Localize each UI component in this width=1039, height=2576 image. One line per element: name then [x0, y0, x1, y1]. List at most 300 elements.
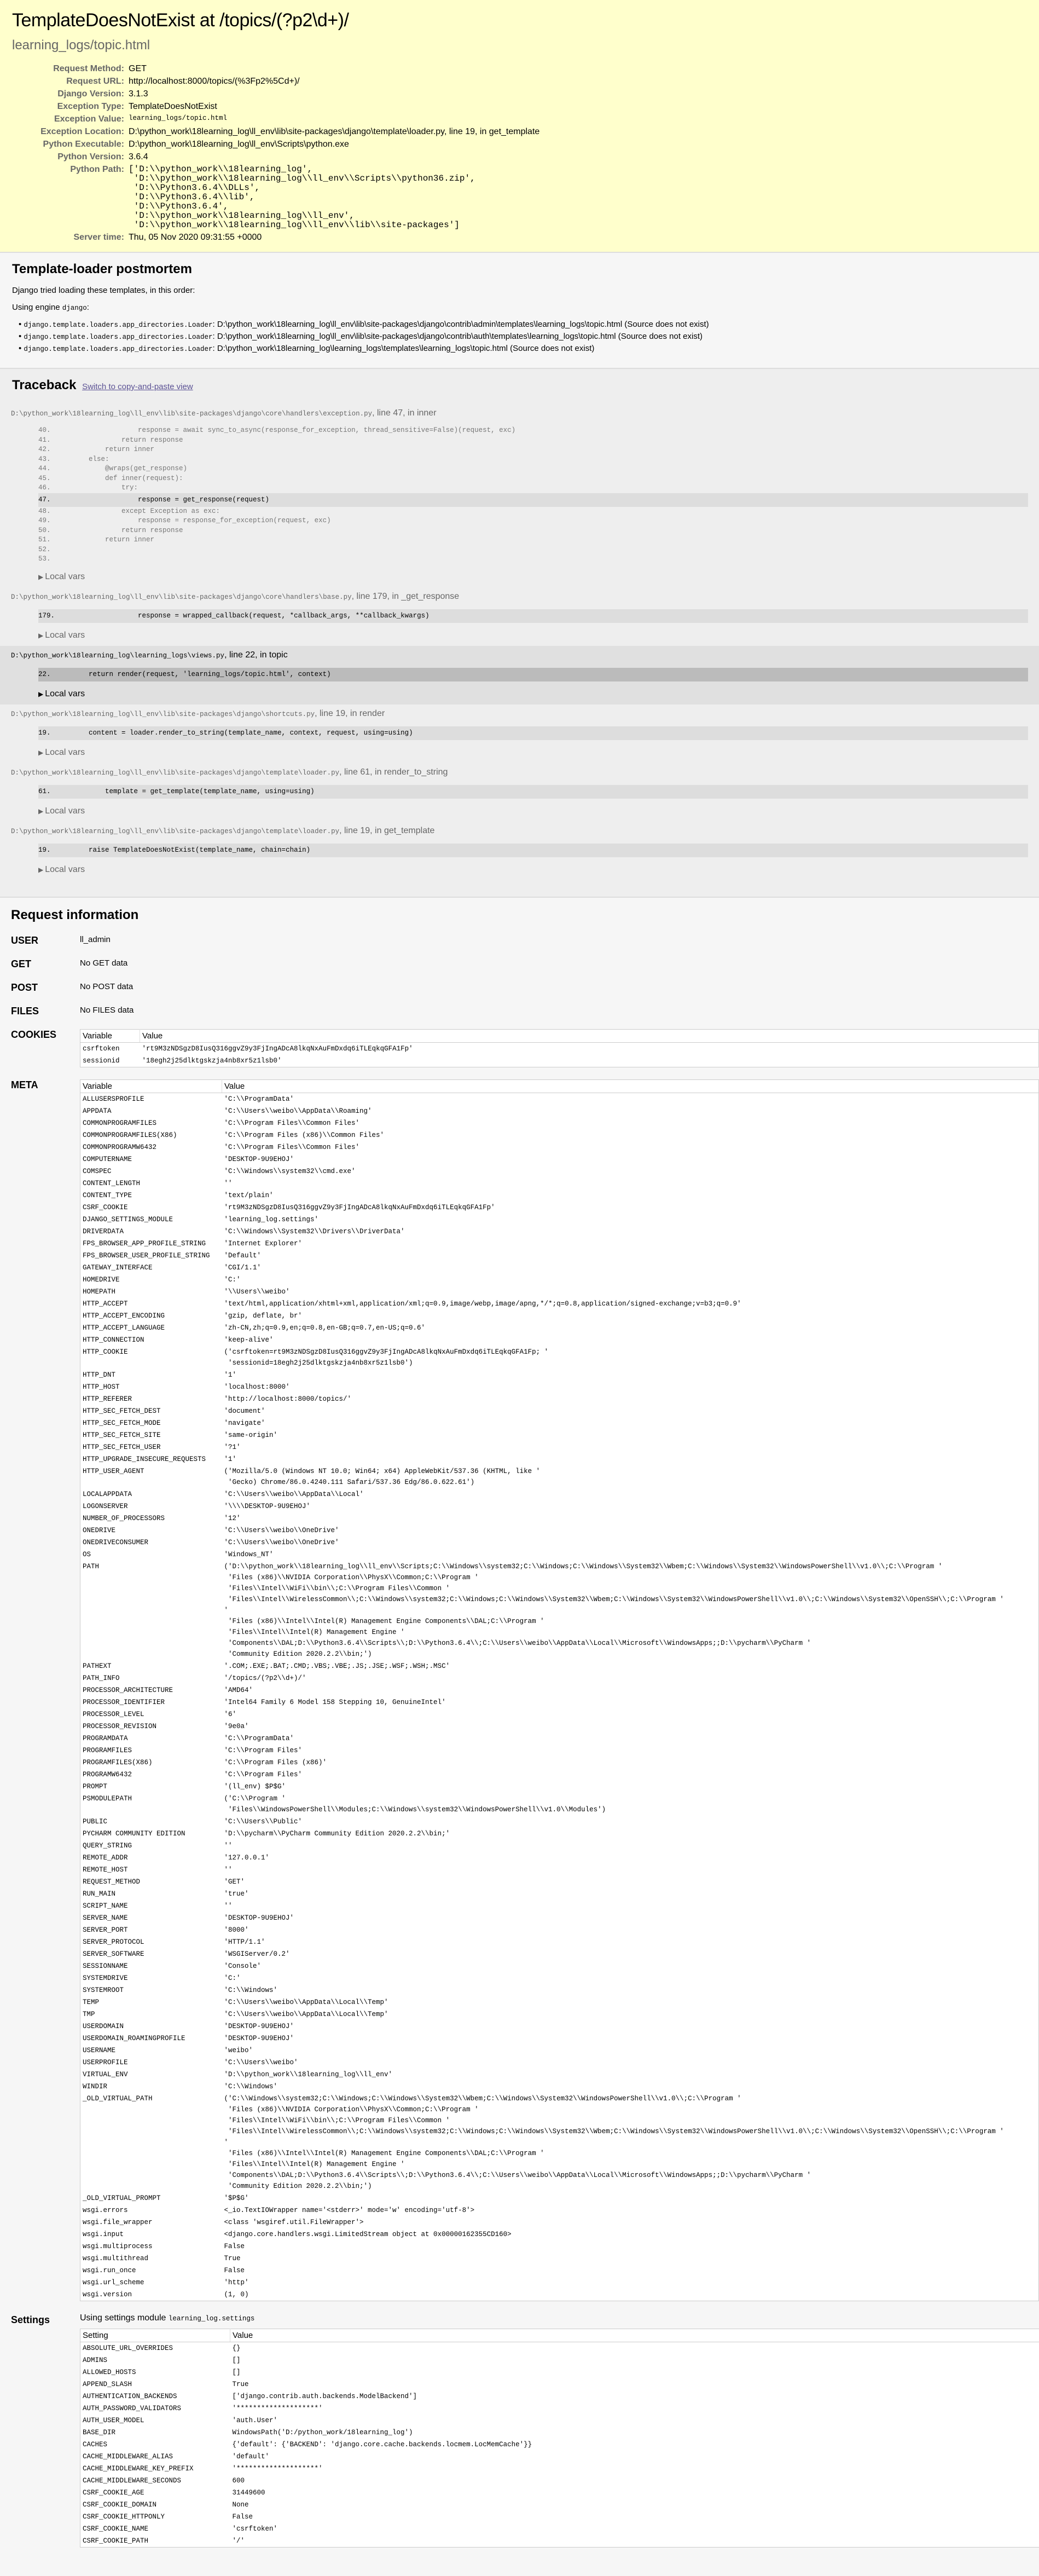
summary-value: Thu, 05 Nov 2020 09:31:55 +0000: [129, 232, 539, 244]
local-vars-toggle[interactable]: [38, 631, 1028, 640]
variable-value: [222, 2240, 1039, 2252]
table-row: [80, 2192, 1039, 2204]
variable-value: [222, 1441, 1039, 1453]
line-number: 22.: [38, 668, 72, 681]
value-line: '1': [224, 1370, 1037, 1381]
table-row: [80, 2240, 1039, 2252]
variable-name: VIRTUAL_ENV: [80, 2069, 222, 2081]
variable-value: [222, 2093, 1039, 2192]
value-line: '\\\\DESKTOP-9U9EHOJ': [224, 1501, 1037, 1512]
table-row: [80, 1117, 1039, 1129]
frame-filename: [11, 408, 1028, 418]
variable-name: FPS_BROWSER_USER_PROFILE_STRING: [80, 1250, 222, 1262]
section-label: COOKIES: [11, 1029, 80, 1067]
variable-value: [222, 1816, 1039, 1828]
value-line: <class 'wsgiref.util.FileWrapper'>: [224, 2217, 1037, 2228]
variable-name: SCRIPT_NAME: [80, 1900, 222, 1912]
table-row: [80, 1165, 1039, 1177]
variable-name: CACHE_MIDDLEWARE_ALIAS: [80, 2451, 230, 2463]
code-text: try:: [72, 484, 138, 492]
summary-value: 3.6.4: [129, 151, 539, 164]
template-loader-postmortem: [0, 253, 1039, 369]
table-row: [80, 1298, 1039, 1310]
engine-suffix: :: [87, 303, 89, 312]
variable-name: CSRF_COOKIE_AGE: [80, 2487, 230, 2499]
code-text: raise TemplateDoesNotExist(template_name, chain=chain): [72, 846, 310, 854]
variable-value: [222, 1322, 1039, 1334]
table-row: [80, 2032, 1039, 2044]
table-row: [80, 2378, 1039, 2390]
value-line: '6': [224, 1709, 1037, 1720]
tried-template-item: [19, 320, 1027, 329]
value-line: ('csrftoken=rt9M3zNDSgzD8IusQ316ggvZ9y3FjIngADcA8lkqNxAuFmDxdq6iTLEqkqGFA1Fp; ': [224, 1347, 1037, 1358]
summary-row: [12, 63, 539, 76]
variable-name: HTTP_ACCEPT_ENCODING: [80, 1310, 222, 1322]
frame-filename: [11, 826, 1028, 836]
value-line: 'DESKTOP-9U9EHOJ': [224, 1913, 1037, 1924]
code-line[interactable]: [38, 545, 1028, 555]
value-line: 'Community Edition 2020.2.2\\bin;'): [224, 2181, 1037, 2192]
traceback-frame: [0, 822, 1039, 880]
value-line: 'C:\\Users\\weibo\\OneDrive': [224, 1537, 1037, 1548]
value-line: (1, 0): [224, 2289, 1037, 2300]
value-line: 'C:\\Users\\weibo\\AppData\\Local\\Temp': [224, 2009, 1037, 2020]
variable-value: [222, 1250, 1039, 1262]
variable-name: COMSPEC: [80, 1165, 222, 1177]
code-line[interactable]: [38, 516, 1028, 526]
value-line: 'text/html,application/xhtml+xml,application/xml;q=0.9,image/webp,image/apng,*/*;q=0.8,application/signed-exchange;v=b3;q=0.9': [224, 1298, 1037, 1309]
variable-value: [222, 1672, 1039, 1684]
variable-name: QUERY_STRING: [80, 1840, 222, 1852]
code-line[interactable]: [38, 436, 1028, 446]
value-line: 'document': [224, 1406, 1037, 1417]
variable-name: WINDIR: [80, 2081, 222, 2093]
code-line[interactable]: [38, 483, 1028, 493]
variable-value: [222, 1537, 1039, 1549]
table-row: [80, 1488, 1039, 1500]
variable-name: wsgi.run_once: [80, 2265, 222, 2277]
variable-name: SERVER_NAME: [80, 1912, 222, 1924]
value-line: 'Files\\Intel\\WiFi\\bin\\;C:\\Program Files\\Common ': [224, 2115, 1037, 2126]
summary-label: Exception Value:: [12, 113, 129, 126]
code-line[interactable]: [38, 426, 1028, 436]
tried-template-item: [19, 332, 1027, 341]
line-number: 40.: [38, 426, 72, 436]
traceback-title: Traceback: [12, 378, 76, 392]
variable-value: [222, 1381, 1039, 1393]
variable-value: [222, 1924, 1039, 1936]
code-line[interactable]: [38, 526, 1028, 536]
code-line[interactable]: [38, 609, 1028, 623]
variable-name: HTTP_HOST: [80, 1381, 222, 1393]
engine-prefix: Using engine: [12, 303, 62, 312]
table-row: [80, 1250, 1039, 1262]
switch-to-copy-paste-link[interactable]: Switch to copy-and-paste view: [82, 382, 193, 391]
postmortem-intro: Django tried loading these templates, in this order:: [12, 286, 1027, 295]
summary-table: [12, 63, 539, 244]
code-context[interactable]: [38, 426, 1028, 564]
variable-name: PROCESSOR_ARCHITECTURE: [80, 1684, 222, 1696]
code-line[interactable]: [38, 445, 1028, 455]
table-row: [80, 1561, 1039, 1660]
value-line: []: [233, 2367, 1039, 2378]
table-row: [80, 1129, 1039, 1141]
variable-name: PROMPT: [80, 1781, 222, 1793]
summary-row: [12, 76, 539, 88]
line-number: 42.: [38, 445, 72, 455]
table-row: [80, 2475, 1039, 2487]
variable-value: [222, 1310, 1039, 1322]
table-row: [80, 1828, 1039, 1840]
value-line: 'C:\\Program Files (x86)': [224, 1757, 1037, 1768]
value-line: 'Components\\DAL;D:\\Python3.6.4\\Scripts\\;D:\\Python3.6.4\\;C:\\Users\\weibo\\AppData\\Local\\Microsoft\\WindowsApps;;D:\\pycharm\\PyCharm ': [224, 1638, 1037, 1649]
line-number: 19.: [38, 726, 72, 740]
value-line: 'gzip, deflate, br': [224, 1310, 1037, 1321]
request-meta: [11, 1079, 1039, 2301]
variable-value: [230, 2439, 1039, 2451]
value-line: '?1': [224, 1442, 1037, 1453]
variable-name: HTTP_SEC_FETCH_MODE: [80, 1417, 222, 1429]
triangle-right-icon: ▶: [38, 749, 43, 756]
variable-name: COMMONPROGRAMW6432: [80, 1141, 222, 1153]
table-row: [80, 1984, 1039, 1996]
line-number: 52.: [38, 545, 72, 555]
code-context[interactable]: [38, 609, 1028, 623]
request-cookies: [11, 1029, 1039, 1067]
code-text: content = loader.render_to_string(template_name, context, request, using=using): [72, 729, 413, 737]
frame-file: D:\python_work\18learning_log\learning_logs\views.py: [11, 652, 224, 660]
variable-value: [222, 1226, 1039, 1238]
variable-value: [222, 1561, 1039, 1660]
variable-name: SYSTEMROOT: [80, 1984, 222, 1996]
table-row: [80, 2535, 1039, 2548]
loader-name: django.template.loaders.app_directories.Loader: [24, 333, 212, 341]
code-text: return response: [72, 436, 183, 444]
value-line: 'Community Edition 2020.2.2\\bin;'): [224, 1649, 1037, 1660]
triangle-right-icon: ▶: [38, 632, 43, 639]
code-context[interactable]: [38, 668, 1028, 681]
value-line: 'csrftoken': [233, 2523, 1039, 2534]
local-vars-toggle[interactable]: [38, 748, 1028, 758]
variable-value: [222, 2044, 1039, 2057]
code-text: @wraps(get_response): [72, 465, 187, 472]
variable-value: [230, 2402, 1039, 2415]
variable-name: AUTHENTICATION_BACKENDS: [80, 2390, 230, 2402]
table-row: [80, 1189, 1039, 1202]
summary-value: GET: [129, 63, 539, 76]
table-row: [80, 2081, 1039, 2093]
variable-name: USERDOMAIN: [80, 2020, 222, 2032]
variable-name: wsgi.multiprocess: [80, 2240, 222, 2252]
code-line[interactable]: [38, 455, 1028, 465]
variable-value: [222, 1996, 1039, 2008]
variable-name: SERVER_PROTOCOL: [80, 1936, 222, 1948]
variable-name: TMP: [80, 2008, 222, 2020]
table-row: [80, 2487, 1039, 2499]
table-row: [80, 1757, 1039, 1769]
variable-value: [230, 2366, 1039, 2378]
value-line: ('C:\\Program ': [224, 1793, 1037, 1804]
code-context[interactable]: [38, 785, 1028, 799]
variable-name: REQUEST_METHOD: [80, 1876, 222, 1888]
local-vars-label: Local vars: [45, 631, 85, 640]
value-line: False: [224, 2265, 1037, 2276]
summary-value: TemplateDoesNotExist: [129, 101, 539, 113]
table-row: [80, 1153, 1039, 1165]
value-line: 'C:\\Program Files': [224, 1745, 1037, 1756]
table-row: [80, 2390, 1039, 2402]
variable-name: TEMP: [80, 1996, 222, 2008]
value-line: 31449600: [233, 2487, 1039, 2498]
variable-name: USERDOMAIN_ROAMINGPROFILE: [80, 2032, 222, 2044]
code-context[interactable]: [38, 726, 1028, 740]
value-line: '': [224, 1864, 1037, 1875]
code-text: except Exception as exc:: [72, 507, 220, 515]
code-line[interactable]: [38, 507, 1028, 517]
code-line[interactable]: [38, 555, 1028, 564]
code-text: return inner: [72, 446, 154, 453]
code-line[interactable]: [38, 493, 1028, 507]
frame-file: D:\python_work\18learning_log\ll_env\lib\site-packages\django\core\handlers\base.py: [11, 593, 352, 601]
value-line: 'Files\\Intel\\Intel(R) Management Engine ': [224, 1627, 1037, 1638]
traceback-frame: [0, 763, 1039, 822]
loader-name: django.template.loaders.app_directories.Loader: [24, 345, 212, 353]
table-row: [80, 2511, 1039, 2523]
summary-row: [12, 164, 539, 232]
variable-value: [222, 1488, 1039, 1500]
line-number: 19.: [38, 844, 72, 857]
table-row: [80, 1441, 1039, 1453]
value-line: True: [224, 2253, 1037, 2264]
variable-value: [222, 1141, 1039, 1153]
summary-label: Request URL:: [12, 76, 129, 88]
value-line: 'Files\\WindowsPowerShell\\Modules;C:\\Windows\\system32\\WindowsPowerShell\\v1.0\\Modules'): [224, 1804, 1037, 1815]
code-text: response = await sync_to_async(response_for_exception, thread_sensitive=False)(request, exc): [72, 426, 515, 434]
table-row: [80, 1972, 1039, 1984]
variable-value: [222, 1972, 1039, 1984]
variable-name: SERVER_PORT: [80, 1924, 222, 1936]
variable-name: HTTP_ACCEPT_LANGUAGE: [80, 1322, 222, 1334]
variable-value: [222, 1429, 1039, 1441]
variable-name: PATHEXT: [80, 1660, 222, 1672]
triangle-right-icon: ▶: [38, 690, 43, 698]
value-line: '/topics/(?p2\\d+)/': [224, 1673, 1037, 1684]
variable-name: RUN_MAIN: [80, 1888, 222, 1900]
value-line: 'Files\\Intel\\WirelessCommon\\;C:\\Windows\\system32;C:\\Windows;C:\\Windows\\System32\\Wbem;C:\\Windows\\System32\\WindowsPowerShell\\v1.0\\;C:\\Windows\\System32\\OpenSSH\\;C:\\Program ': [224, 1594, 1037, 1605]
value-line: ['django.contrib.auth.backends.ModelBackend']: [233, 2391, 1039, 2402]
value-line: 'C:\\ProgramData': [224, 1094, 1037, 1105]
table-row: [80, 1684, 1039, 1696]
column-header-setting: Setting: [80, 2329, 230, 2342]
line-number: 61.: [38, 785, 72, 799]
variable-name: OS: [80, 1549, 222, 1561]
table-row: [80, 1745, 1039, 1757]
variable-value: [222, 1793, 1039, 1816]
section-label: Settings: [11, 2314, 80, 2548]
variable-value: [222, 1417, 1039, 1429]
table-row: [80, 1346, 1039, 1369]
variable-value: [222, 1757, 1039, 1769]
value-line: 'C:\\Users\\weibo\\OneDrive': [224, 1525, 1037, 1536]
table-row: [80, 1660, 1039, 1672]
variable-value: [222, 1984, 1039, 1996]
frame-filename: [11, 592, 1028, 602]
value-line: 'C:\\Program Files': [224, 1769, 1037, 1780]
variable-name: APPEND_SLASH: [80, 2378, 230, 2390]
code-line[interactable]: [38, 535, 1028, 545]
section-value: No POST data: [80, 982, 133, 994]
table-row: [80, 1732, 1039, 1745]
summary-label: Request Method:: [12, 63, 129, 76]
variable-name: CONTENT_LENGTH: [80, 1177, 222, 1189]
value-line: 'CGI/1.1': [224, 1262, 1037, 1273]
variable-value: [222, 1732, 1039, 1745]
table-row: [80, 1429, 1039, 1441]
table-row: [80, 2354, 1039, 2366]
exception-value: learning_logs/topic.html: [129, 114, 539, 122]
variable-value: [230, 2378, 1039, 2390]
code-line[interactable]: [38, 844, 1028, 857]
table-row: [80, 2342, 1039, 2354]
triangle-right-icon: ▶: [38, 866, 43, 874]
request-information: [0, 897, 1039, 2576]
code-text: template = get_template(template_name, using=using): [72, 788, 315, 795]
code-line[interactable]: [38, 474, 1028, 484]
value-line: 'C:\\Users\\weibo\\AppData\\Local\\Temp': [224, 1997, 1037, 2008]
value-line: ': [224, 2137, 1037, 2148]
table-row: [80, 1696, 1039, 1708]
variable-name: HTTP_REFERER: [80, 1393, 222, 1405]
frame-file: D:\python_work\18learning_log\ll_env\lib\site-packages\django\template\loader.py: [11, 828, 339, 835]
traceback-section: [0, 369, 1039, 897]
code-line[interactable]: [38, 726, 1028, 740]
variable-value: [222, 1298, 1039, 1310]
variable-value: [222, 1769, 1039, 1781]
value-line: 'Files\\Intel\\WirelessCommon\\;C:\\Windows\\system32;C:\\Windows;C:\\Windows\\System32\\Wbem;C:\\Windows\\System32\\WindowsPowerShell\\v1.0\\;C:\\Windows\\System32\\OpenSSH\\;C:\\Program ': [224, 2126, 1037, 2137]
value-line: 'C:\\Windows': [224, 1985, 1037, 1996]
meta-table: [80, 1079, 1039, 2301]
value-line: 'AMD64': [224, 1685, 1037, 1696]
value-line: 'DESKTOP-9U9EHOJ': [224, 2033, 1037, 2044]
value-line: 'Files (x86)\\NVIDIA Corporation\\PhysX\\Common;C:\\Program ': [224, 2104, 1037, 2115]
local-vars-label: Local vars: [45, 572, 85, 581]
variable-value: [222, 1274, 1039, 1286]
value-line: 'Intel64 Family 6 Model 158 Stepping 10, GenuineIntel': [224, 1697, 1037, 1708]
request-post: [11, 982, 1039, 994]
variable-value: [222, 1720, 1039, 1732]
variable-value: [230, 2390, 1039, 2402]
section-value: No FILES data: [80, 1006, 133, 1017]
variable-value: [222, 2252, 1039, 2265]
line-number: 51.: [38, 535, 72, 545]
variable-name: HOMEDRIVE: [80, 1274, 222, 1286]
variable-value: [230, 2475, 1039, 2487]
variable-value: [222, 1238, 1039, 1250]
value-line: {'default': {'BACKEND': 'django.core.cache.backends.locmem.LocMemCache'}}: [233, 2439, 1039, 2450]
summary-value: http://localhost:8000/topics/(%3Fp2%5Cd+)/: [129, 76, 539, 88]
summary-row: [12, 113, 539, 126]
value-line: 'C:\\Windows': [224, 2081, 1037, 2092]
python-path-line: 'D:\\Python3.6.4',: [129, 202, 539, 211]
value-line: '9e0a': [224, 1721, 1037, 1732]
variable-value: [230, 2487, 1039, 2499]
line-number: 50.: [38, 526, 72, 536]
summary-value: D:\python_work\18learning_log\ll_env\lib\site-packages\django\template\loader.py, line 19, in get_template: [129, 126, 539, 138]
table-row: [80, 1500, 1039, 1512]
line-number: 53.: [38, 555, 72, 564]
variable-value: [222, 2057, 1039, 2069]
summary-value: D:\python_work\18learning_log\ll_env\Scripts\python.exe: [129, 138, 539, 151]
value-line: 'auth.User': [233, 2415, 1039, 2426]
variable-value: [222, 1202, 1039, 1214]
engine-line: [12, 303, 1027, 312]
variable-value: [222, 1684, 1039, 1696]
line-number: 179.: [38, 609, 72, 623]
python-path-line: 'D:\\Python3.6.4\\lib',: [129, 193, 539, 202]
table-row: [80, 1781, 1039, 1793]
local-vars-toggle[interactable]: [38, 689, 1028, 699]
value-line: 600: [233, 2475, 1039, 2486]
variable-value: [222, 1708, 1039, 1720]
value-line: 'DESKTOP-9U9EHOJ': [224, 2021, 1037, 2032]
value-line: 'Windows_NT': [224, 1549, 1037, 1560]
traceback-frame: [0, 587, 1039, 646]
variable-name: LOCALAPPDATA: [80, 1488, 222, 1500]
variable-name: ONEDRIVE: [80, 1524, 222, 1537]
value-line: 'learning_log.settings': [224, 1214, 1037, 1225]
variable-name: CSRF_COOKIE_PATH: [80, 2535, 230, 2548]
variable-name: REMOTE_ADDR: [80, 1852, 222, 1864]
variable-name: csrftoken: [80, 1042, 140, 1055]
code-line[interactable]: [38, 464, 1028, 474]
code-context[interactable]: [38, 844, 1028, 857]
variable-name: _OLD_VIRTUAL_PATH: [80, 2093, 222, 2192]
value-line: {}: [233, 2343, 1039, 2354]
value-line: 'Default': [224, 1250, 1037, 1261]
variable-value: [222, 1948, 1039, 1960]
value-line: '': [224, 1178, 1037, 1189]
variable-value: [230, 2535, 1039, 2548]
variable-name: CSRF_COOKIE_DOMAIN: [80, 2499, 230, 2511]
variable-name: CACHE_MIDDLEWARE_KEY_PREFIX: [80, 2463, 230, 2475]
code-line[interactable]: [38, 785, 1028, 799]
value-line: 'Components\\DAL;D:\\Python3.6.4\\Scripts\\;D:\\Python3.6.4\\;C:\\Users\\weibo\\AppData\\Local\\Microsoft\\WindowsApps;;D:\\pycharm\\PyCharm ': [224, 2170, 1037, 2181]
frame-filename: [11, 709, 1028, 719]
local-vars-toggle[interactable]: [38, 572, 1028, 582]
variable-name: PROGRAMW6432: [80, 1769, 222, 1781]
table-row: [80, 1888, 1039, 1900]
frame-line-info: , line 22, in topic: [224, 650, 288, 660]
error-subtitle: learning_logs/topic.html: [12, 38, 1027, 53]
variable-value: [222, 1093, 1039, 1105]
table-row: [80, 1055, 1039, 1067]
value-line: 'same-origin': [224, 1430, 1037, 1441]
table-row: [80, 1105, 1039, 1117]
local-vars-toggle[interactable]: [38, 806, 1028, 816]
code-line[interactable]: [38, 668, 1028, 681]
value-line: 'Files (x86)\\Intel\\Intel(R) Management Engine Components\\DAL;C:\\Program ': [224, 1616, 1037, 1627]
line-number: 48.: [38, 507, 72, 517]
table-row: [80, 1238, 1039, 1250]
value-line: 'true': [224, 1888, 1037, 1899]
section-label: POST: [11, 982, 80, 994]
variable-name: CSRF_COOKIE: [80, 1202, 222, 1214]
value-line: ('C:\\Windows\\system32;C:\\Windows;C:\\Windows\\System32\\Wbem;C:\\Windows\\System32\\WindowsPowerShell\\v1.0\\;C:\\Program ': [224, 2093, 1037, 2104]
local-vars-toggle[interactable]: [38, 865, 1028, 875]
variable-name: PUBLIC: [80, 1816, 222, 1828]
summary-row: [12, 126, 539, 138]
variable-value: [222, 1105, 1039, 1117]
